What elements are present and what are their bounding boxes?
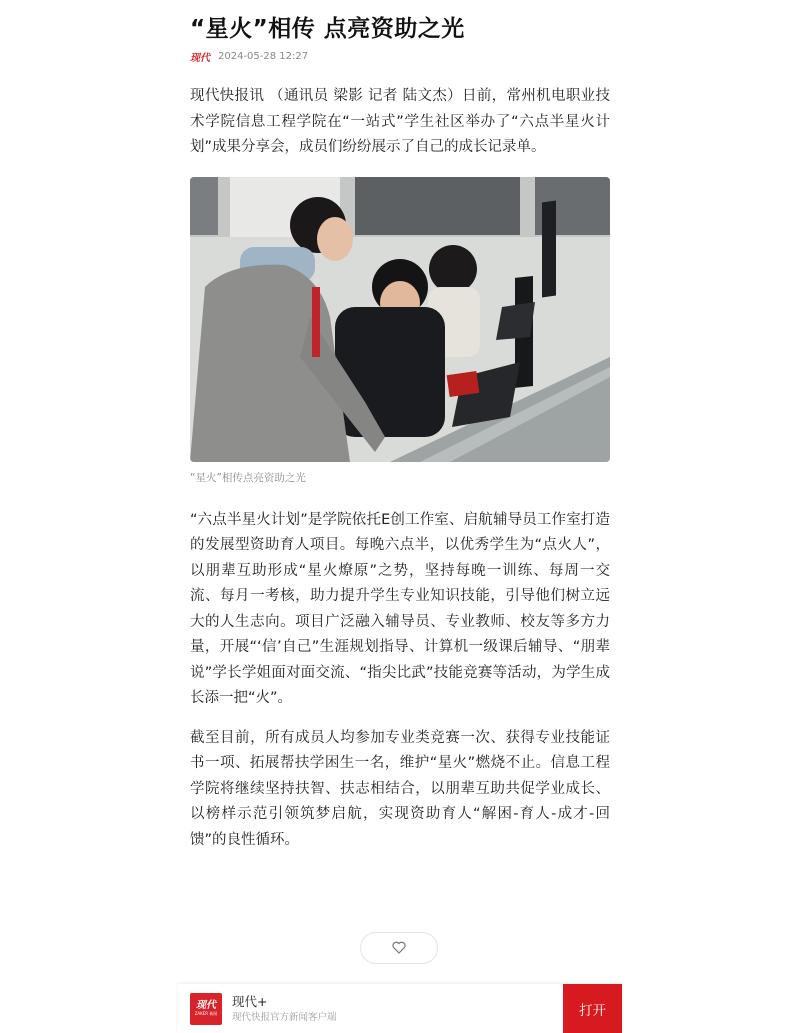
app-download-banner bbox=[178, 984, 622, 1033]
app-logo-subtext: ZAKER 新闻 bbox=[194, 1011, 218, 1016]
photo-caption: “星火”相传点亮资助之光 bbox=[190, 471, 306, 484]
heart-icon bbox=[392, 939, 406, 958]
paragraph-project: “六点半星火计划”是学院依托E创工作室、启航辅导员工作室打造的发展型资助育人项目。每晚六点半，以优秀学生为“点火人”，以朋辈互助形成“星火燎原”之势，坚持每晚一训练、每周一交流、每月一考核，助力提升学生专业知识技能，引导他们树立远大的人生志向。项目广泛融入辅导员、专业教师、校友等多方力量，开展“‘信’自己”生涯规划指导、计算机一级课后辅导、“朋辈说”学长学姐面对面交流、“指尖比武”技能竞赛等活动，为学生成长添一把“火”。 bbox=[190, 511, 610, 706]
open-app-button[interactable]: 打开 bbox=[563, 984, 622, 1033]
like-button[interactable] bbox=[360, 932, 438, 964]
article-title: “星火”相传 点亮资助之光 bbox=[190, 16, 465, 42]
app-description: 现代快报官方新闻客户端 bbox=[232, 1011, 337, 1023]
article-meta bbox=[190, 48, 610, 64]
app-info bbox=[232, 993, 337, 1025]
app-logo bbox=[190, 993, 222, 1025]
article-photo[interactable] bbox=[190, 177, 610, 462]
paragraph-intro: 现代快报讯 （通讯员 梁影 记者 陆文杰）日前，常州机电职业技术学院信息工程学院在“一站式”学生社区举办了“六点半星火计划”成果分享会，成员们纷纷展示了自己的成长记录单。 bbox=[190, 88, 610, 155]
classroom-photo-illustration bbox=[190, 177, 610, 462]
source-logo: 现代 bbox=[190, 52, 210, 64]
publish-date: 2024-05-28 12:27 bbox=[218, 50, 309, 62]
paragraph-results: 截至目前，所有成员人均参加专业类竞赛一次、获得专业技能证书一项、拓展帮扶学困生一名，维护“星火”燃烧不止。信息工程学院将继续坚持扶智、扶志相结合，以朋辈互助共促学业成长、以榜样示范引领筑梦启航，实现资助育人“解困-育人-成才-回馈”的良性循环。 bbox=[190, 729, 610, 848]
article bbox=[190, 0, 610, 853]
app-name: 现代+ bbox=[232, 993, 268, 1009]
app-logo-text: 现代 bbox=[196, 1000, 216, 1011]
